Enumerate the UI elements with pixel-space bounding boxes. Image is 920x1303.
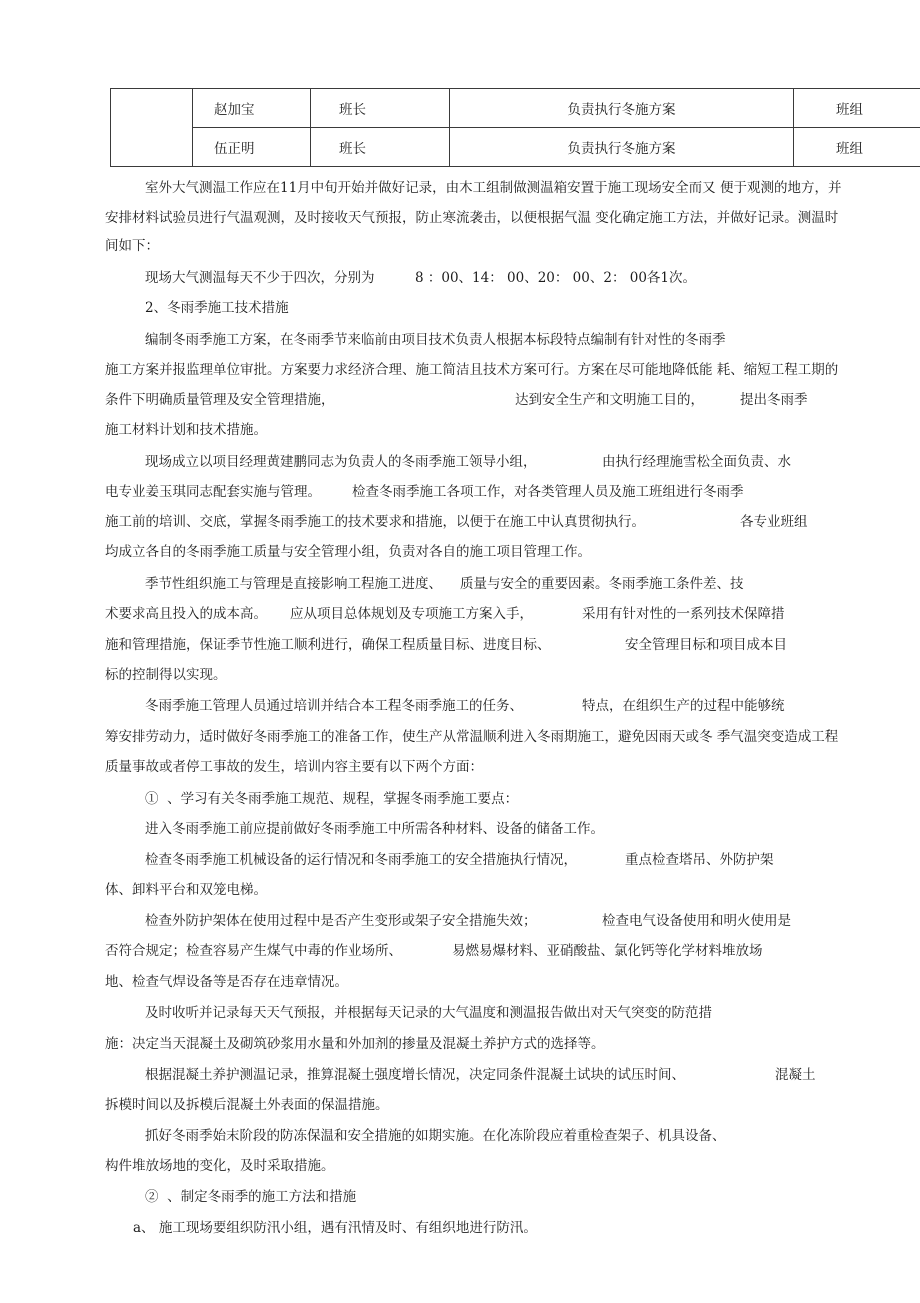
subsection-heading	[0, 790, 920, 808]
text-segment: 各专业班组	[740, 514, 808, 530]
text-line	[0, 1066, 920, 1084]
duty-cell: 负责执行冬施方案	[450, 128, 794, 167]
text-line	[0, 453, 920, 471]
text-segment: 否符合规定；检查容易产生煤气中毒的作业场所、	[105, 943, 402, 959]
text-line	[0, 605, 920, 623]
group-cell: 班组	[794, 89, 920, 128]
text-line	[0, 758, 920, 776]
text-segment: 特点，在组织生产的过程中能够统	[582, 698, 785, 714]
text-line	[0, 209, 920, 227]
text-segment: 施工材料计划和技术措施。	[105, 422, 267, 438]
text-segment: 质量事故或者停工事故的发生，培训内容主要有以下两个方面：	[105, 759, 483, 775]
text-line	[0, 361, 920, 379]
text-segment: 施和管理措施，保证季节性施工顺利进行，确保工程质量目标、进度目标、	[105, 637, 551, 653]
text-segment: 施：决定当天混凝土及砌筑砂浆用水量和外加剂的掺量及混凝土养护方式的选择等。	[105, 1036, 605, 1052]
text-segment: 应从项目总体规划及专项施工方案入手，	[290, 606, 533, 622]
name-cell: 赵加宝	[193, 89, 311, 128]
text-line	[0, 1035, 920, 1053]
text-segment: 术要求高且投入的成本高。	[105, 606, 267, 622]
text-line	[0, 269, 920, 287]
staff-table	[110, 88, 920, 167]
text-segment: ② 、制定冬雨季的施工方法和措施	[145, 1189, 357, 1205]
text-line	[0, 1127, 920, 1145]
text-segment: 季节性组织施工与管理是直接影响工程施工进度、	[145, 576, 442, 592]
text-segment: 间如下：	[105, 238, 159, 254]
table-row	[111, 89, 920, 128]
text-line	[0, 331, 920, 349]
text-line	[0, 421, 920, 439]
text-segment: 提出冬雨季	[740, 392, 808, 408]
text-segment: 进入冬雨季施工前应提前做好冬雨季施工中所需各种材料、设备的储备工作。	[145, 821, 604, 837]
section-heading	[0, 299, 920, 317]
text-segment: 标的控制得以实现。	[105, 667, 227, 683]
text-segment: 条件下明确质量管理及安全管理措施，	[105, 392, 335, 408]
text-line	[0, 851, 920, 869]
text-segment: 抓好冬雨季始末阶段的防冻保温和安全措施的如期实施。在化冻阶段应着重检查架子、机具设备、	[145, 1128, 726, 1144]
text-line	[0, 728, 920, 746]
text-segment: 根据混凝土养护测温记录，推算混凝土强度增长情况，决定同条件混凝土试块的试压时间、	[145, 1067, 685, 1083]
text-segment: 采用有针对性的一系列技术保障措	[582, 606, 785, 622]
role-cell: 班长	[311, 89, 450, 128]
text-segment: 室外大气测温工作应在11月中旬开始并做好记录，由木工组制做测温箱安置于施工现场安全而又 便于观测的地方，并	[145, 180, 842, 196]
text-line	[0, 391, 920, 409]
time-schedule-text: 8 ：00、14： 00、20： 00、2： 00各1次。	[415, 270, 697, 286]
text-segment: 现场大气测温每天不少于四次，分别为	[145, 270, 375, 286]
text-segment: a、 施工现场要组织防汛小组，遇有汛情及时、有组织地进行防汛。	[133, 1220, 537, 1236]
text-segment: 检查电气设备使用和明火使用是	[602, 913, 791, 929]
text-segment: 体、卸料平台和双笼电梯。	[105, 882, 267, 898]
text-line	[0, 820, 920, 838]
text-line	[0, 575, 920, 593]
text-line	[0, 1004, 920, 1022]
text-segment: 冬雨季施工管理人员通过培训并结合本工程冬雨季施工的任务、	[145, 698, 523, 714]
text-segment: 筹安排劳动力，适时做好冬雨季施工的准备工作，使生产从常温顺利进入冬雨期施工，避免因雨天或冬 季气温突变造成工程	[105, 729, 839, 745]
text-segment: 由执行经理施雪松全面负责、水	[602, 454, 791, 470]
subsection-heading	[0, 1188, 920, 1206]
text-segment: 及时收听并记录每天天气预报，并根据每天记录的大气温度和测温报告做出对天气突变的防范措	[145, 1005, 712, 1021]
text-segment: 施工前的培训、交底，掌握冬雨季施工的技术要求和措施，以便于在施工中认真贯彻执行。	[105, 514, 645, 530]
text-line	[0, 513, 920, 531]
text-segment: 构件堆放场地的变化，及时采取措施。	[105, 1158, 335, 1174]
text-line	[0, 1096, 920, 1114]
text-line	[0, 237, 920, 255]
text-segment: 地、检查气焊设备等是否存在违章情况。	[105, 974, 348, 990]
text-line	[0, 881, 920, 899]
text-segment: 编制冬雨季施工方案，在冬雨季节来临前由项目技术负责人根据本标段特点编制有针对性的冬雨季	[145, 332, 726, 348]
name-cell: 伍正明	[193, 128, 311, 167]
text-segment: 现场成立以项目经理黄建鹏同志为负责人的冬雨季施工领导小组，	[145, 454, 537, 470]
text-segment: 安排材料试验员进行气温观测，及时接收天气预报，防止寒流袭击，以便根据气温 变化确定施工方法，并做好记录。测温时	[105, 210, 839, 226]
group-cell: 班组	[794, 128, 920, 167]
text-line	[0, 697, 920, 715]
text-line	[0, 1157, 920, 1175]
text-segment: 达到安全生产和文明施工目的，	[515, 392, 704, 408]
text-segment: 检查冬雨季施工机械设备的运行情况和冬雨季施工的安全措施执行情况，	[145, 852, 577, 868]
text-segment: 易燃易爆材料、亚硝酸盐、氯化钙等化学材料堆放场	[452, 943, 763, 959]
text-segment: 2、冬雨季施工技术措施	[145, 300, 289, 316]
text-segment: 施工方案并报监理单位审批。方案要力求经济合理、施工简洁且技术方案可行。方案在尽可能地降低能 耗、缩短工程工期的	[105, 362, 839, 378]
text-segment: 安全管理目标和项目成本目	[625, 637, 787, 653]
text-line	[0, 942, 920, 960]
text-segment: 重点检查塔吊、外防护架	[625, 852, 774, 868]
text-line	[0, 973, 920, 991]
text-segment: 拆模时间以及拆模后混凝土外表面的保温措施。	[105, 1097, 389, 1113]
duty-cell: 负责执行冬施方案	[450, 89, 794, 128]
text-line	[0, 483, 920, 501]
text-line	[0, 666, 920, 684]
merged-blank-cell	[111, 89, 193, 167]
text-segment: 检查冬雨季施工各项工作，对各类管理人员及施工班组进行冬雨季	[352, 484, 744, 500]
text-segment: 电专业姜玉琪同志配套实施与管理。	[105, 484, 321, 500]
text-segment: 检查外防护架体在使用过程中是否产生变形或架子安全措施失效；	[145, 913, 537, 929]
list-item	[0, 1219, 920, 1237]
text-line	[0, 912, 920, 930]
text-line	[0, 543, 920, 561]
text-line	[0, 179, 920, 197]
text-segment: 质量与安全的重要因素。冬雨季施工条件差、技	[460, 576, 744, 592]
text-segment: ① 、学习有关冬雨季施工规范、规程，掌握冬雨季施工要点：	[145, 791, 519, 807]
text-line	[0, 636, 920, 654]
text-segment: 混凝土	[775, 1067, 816, 1083]
table-row	[111, 128, 920, 167]
text-segment: 均成立各自的冬雨季施工质量与安全管理小组，负责对各自的施工项目管理工作。	[105, 544, 591, 560]
role-cell: 班长	[311, 128, 450, 167]
